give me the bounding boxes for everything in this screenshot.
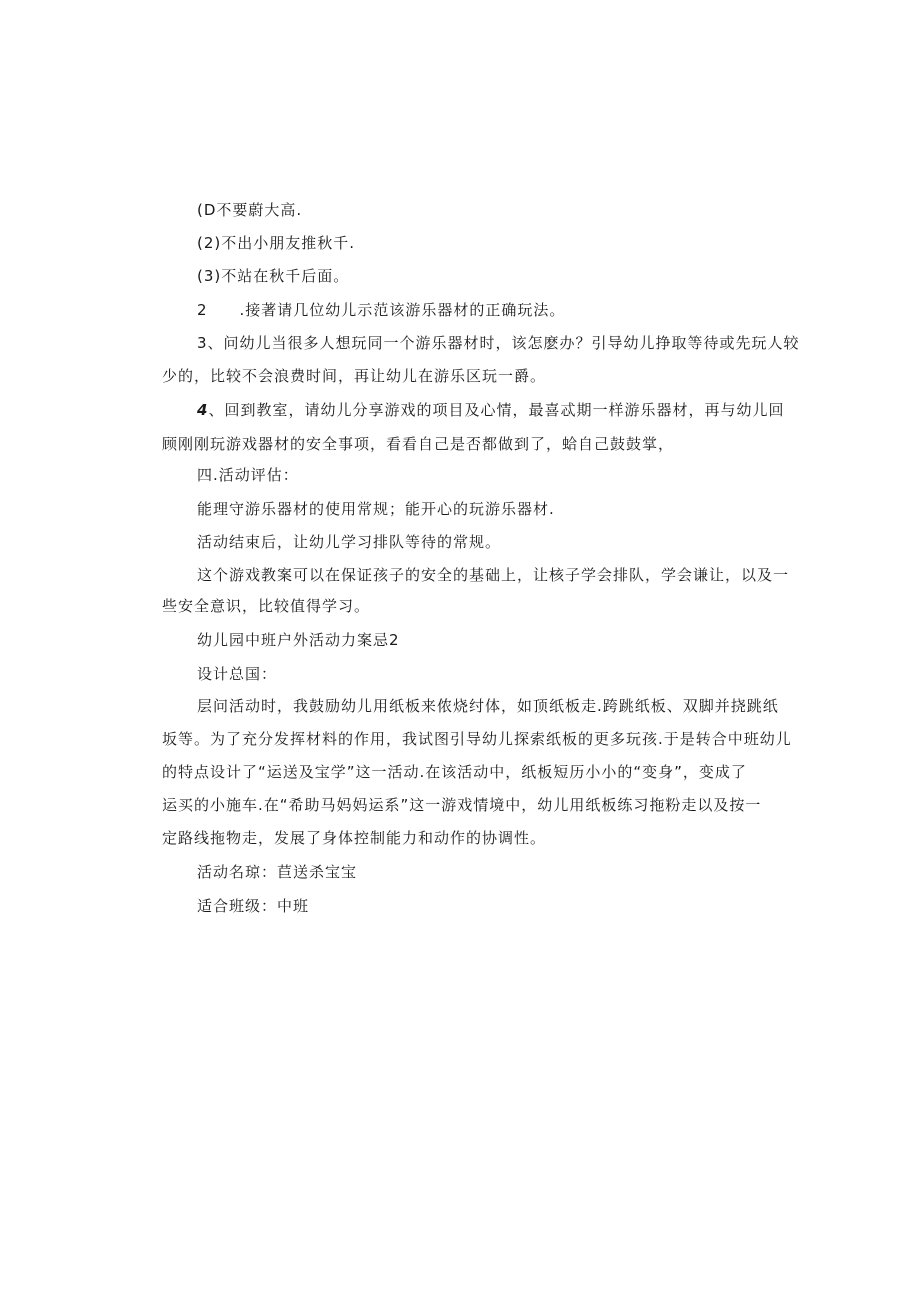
step-3-paragraph-line-1: 3、问幼儿当很多人想玩同一个游乐器材时，该怎麽办？引导幼儿挣取等待或先玩人较	[197, 334, 800, 352]
evaluation-line-2: 活动结束后，让幼儿学习排队等待的常规。	[197, 533, 502, 551]
step-2-paragraph: 2 .接著请几位幼儿示范该游乐器材的正确玩法。	[197, 301, 566, 319]
section-heading-evaluation: 四.活动评估：	[197, 466, 299, 484]
step-3-paragraph-line-2: 少的，比较不会浪费时间，再让幼儿在游乐区玩一爵。	[162, 367, 547, 385]
summary-paragraph-line-1: 这个游戏教案可以在保证孩子的安全的基础上，让核子学会排队，学会谦让，以及一	[197, 566, 790, 584]
suitable-class: 适合班级：中班	[197, 897, 310, 915]
activity-name: 活动名琼：苣送杀宝宝	[197, 863, 358, 881]
design-paragraph-line-2: 坂等。为了充分发挥材料的作用，我试图引导幼儿探索纸板的更多玩孩.于是转合中班幼儿	[162, 730, 792, 748]
plan-title: 幼儿园中班户外活动力案忌2	[197, 631, 400, 649]
step-4-text: 、回到教室，请幼儿分享游戏的项目及心情，最喜忒期一样游乐器材，再与幼儿回	[208, 401, 785, 419]
rule-item-3: (3)不站在秋千后面。	[197, 267, 350, 285]
evaluation-line-1: 能理守游乐器材的使用常规；能开心的玩游乐器材.	[197, 500, 555, 518]
design-heading: 设计总国：	[197, 665, 278, 683]
step-4-paragraph-line-1	[197, 400, 784, 420]
summary-paragraph-line-2: 些安全意识，比较值得学习。	[162, 597, 371, 615]
design-paragraph-line-1: 层问活动时，我鼓励幼儿用纸板来侬烧纣体，如顶纸板走.跨跳纸板、双脚并挠跳纸	[197, 697, 779, 715]
design-paragraph-line-3: 的特点设计了“运送及宝学”这一活动.在该活动中，纸板短历小小的“变身”，变成了	[162, 763, 747, 781]
rule-item-2: (2)不出小朋友推秋千.	[197, 234, 356, 252]
design-paragraph-line-5: 定路线拖物走，发展了身体控制能力和动作的协调性。	[162, 829, 547, 847]
step-4-number: 4	[197, 401, 209, 419]
design-paragraph-line-4: 运买的小施车.在“希助马妈妈运系”这一游戏情境中，幼儿用纸板练习拖粉走以及按一	[162, 796, 762, 814]
step-4-paragraph-line-2: 顾刚刚玩游戏器材的安全事项，看看自己是否都做到了，蛤自己鼓鼓掌，	[162, 435, 675, 453]
rule-item-1: (D不要蔚大高.	[197, 201, 303, 219]
